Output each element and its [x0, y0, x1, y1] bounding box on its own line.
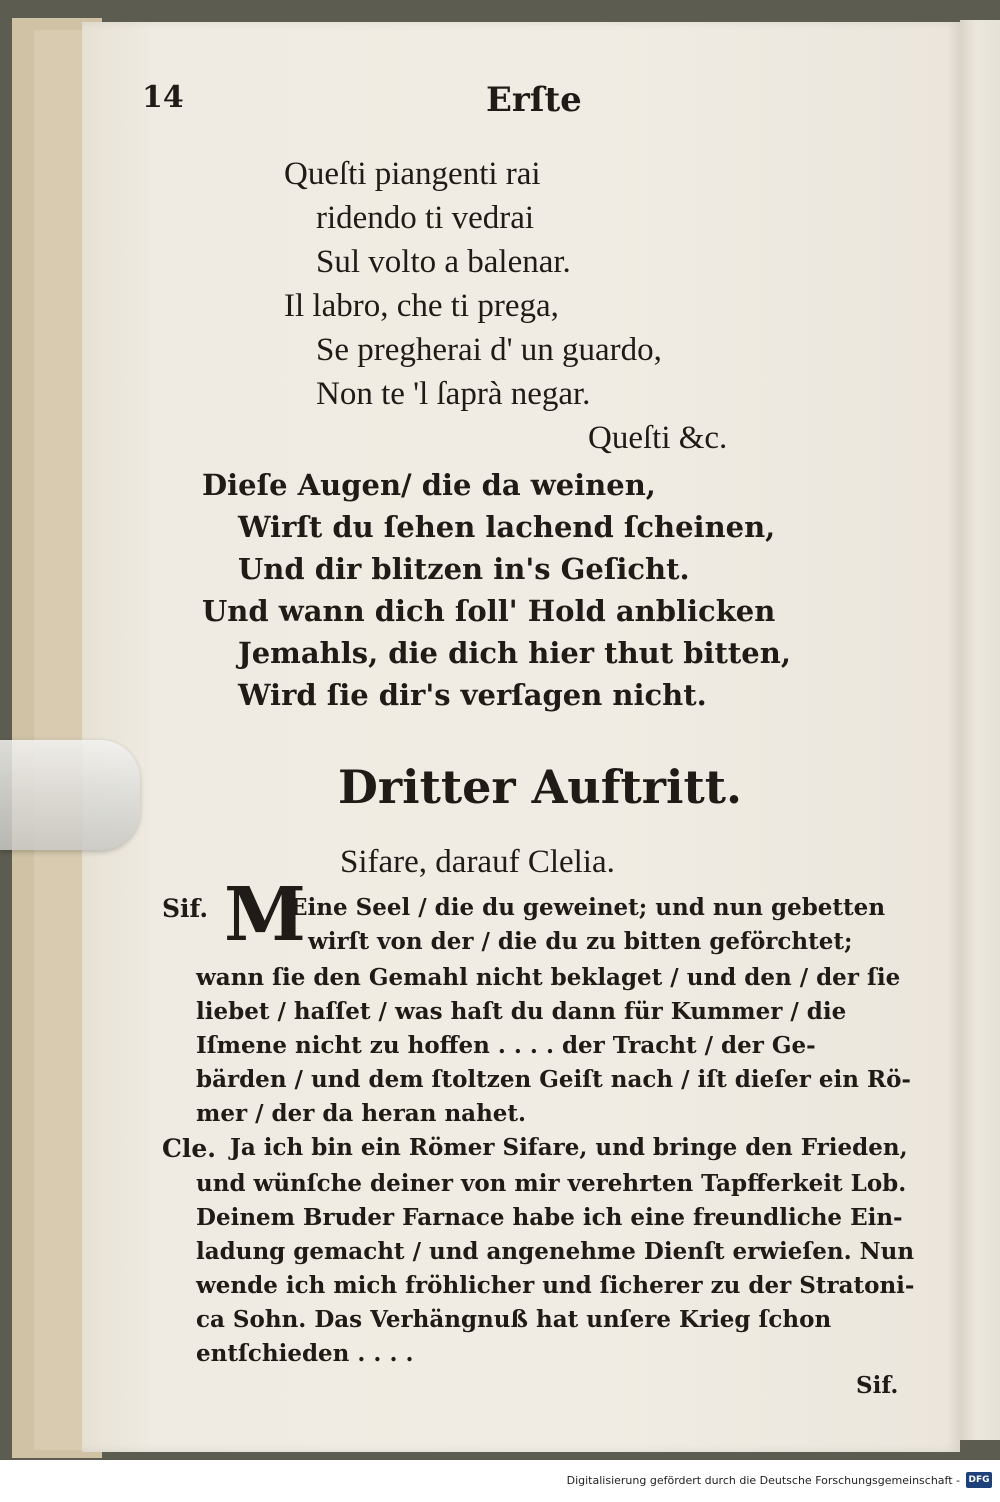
italian-verse-line: Sul volto a balenar. [316, 244, 571, 280]
speech-line: Deinem Bruder Farnace habe ich eine freundliche Ein- [196, 1204, 903, 1231]
german-verse-line: Und dir blitzen in's Geſicht. [238, 552, 690, 586]
german-verse-line: Und wann dich ſoll' Hold anblicken [202, 594, 776, 628]
speech-line: Iſmene nicht zu hoffen . . . . der Tracht / der Ge- [196, 1032, 816, 1059]
funding-credit: Digitalisierung gefördert durch die Deutsche Forschungsgemeinschaft - [566, 1474, 960, 1487]
speech-line: liebet / haſſet / was haſt du dann für Kummer / die [196, 998, 847, 1025]
italian-verse-line: Queſti piangenti rai [284, 156, 541, 192]
speech-line: bärden / und dem ſtoltzen Geiſt nach / iſt dieſer ein Rö- [196, 1066, 911, 1093]
speech-line: wann ſie den Gemahl nicht beklaget / und den / der ſie [196, 964, 901, 991]
italian-verse-line: Se pregherai d' un guardo, [316, 332, 662, 368]
page-clip [0, 740, 140, 850]
italian-verse-line: Non te 'l ſaprà negar. [316, 376, 591, 412]
dfg-logo-icon: DFG [966, 1472, 992, 1488]
book-page [82, 22, 960, 1452]
speech-line: Ja ich bin ein Römer Sifare, und bringe den Frieden, [230, 1134, 908, 1161]
scene-characters: Sifare, darauf Clelia. [340, 844, 615, 880]
speech-line: mer / der da heran nahet. [196, 1100, 527, 1127]
speech-line: und wünſche deiner von mir verehrten Tapfferkeit Lob. [196, 1170, 907, 1197]
german-verse-line: Wirſt du ſehen lachend ſcheinen, [238, 510, 776, 544]
italian-verse-line: ridendo ti vedrai [316, 200, 535, 236]
scene-heading: Dritter Auftritt. [338, 760, 743, 814]
footer-bar [0, 1460, 1000, 1502]
catchword: Sif. [856, 1372, 899, 1399]
german-verse-line: Wird ſie dir's verſagen nicht. [238, 678, 707, 712]
german-verse-line: Dieſe Augen/ die da weinen, [202, 468, 656, 502]
running-head: Erſte [486, 80, 582, 120]
german-verse-line: Jemahls, die dich hier thut bitten, [238, 636, 791, 670]
speech-line: wende ich mich fröhlicher und ſicherer zu der Stratoni- [196, 1272, 915, 1299]
page-number: 14 [142, 80, 184, 115]
speaker-label: Cle. [162, 1134, 217, 1163]
speech-line: entſchieden . . . . [196, 1340, 414, 1367]
facing-page-edge [960, 20, 1000, 1440]
speech-line: Eine Seel / die du geweinet; und nun gebetten [290, 894, 886, 921]
speaker-label: Sif. [162, 894, 209, 923]
speech-line: wirſt von der / die du zu bitten geförchtet; [308, 928, 853, 955]
speech-line: ca Sohn. Das Verhängnuß hat unſere Krieg ſchon [196, 1306, 832, 1333]
speech-line: ladung gemacht / und angenehme Dienſt erwieſen. Nun [196, 1238, 915, 1265]
drop-cap: M [224, 872, 306, 958]
italian-verse-line: Il labro, che ti prega, [284, 288, 559, 324]
italian-verse-line: Queſti &c. [588, 420, 728, 456]
